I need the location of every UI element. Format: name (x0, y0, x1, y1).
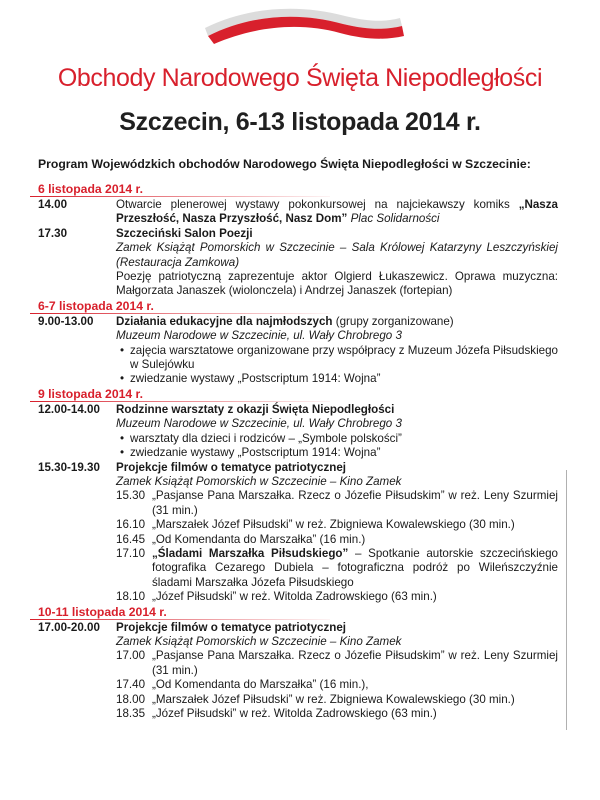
event-time: 12.00-14.00 (38, 402, 100, 416)
screening-description (152, 693, 558, 707)
day-section (0, 387, 600, 605)
program-event (0, 198, 600, 227)
program-event (0, 621, 600, 722)
event-title: Obchody Narodowego Święta Niepodległości (57, 64, 543, 92)
event-body (116, 403, 558, 461)
divider-line (566, 470, 567, 730)
event-time: 9.00-13.00 (38, 314, 94, 328)
polish-flag-ribbon (0, 0, 600, 60)
date-underline (30, 619, 330, 620)
screening-description (152, 590, 558, 604)
date-underline (30, 196, 330, 197)
day-date: 10-11 listopada 2014 r. (38, 604, 167, 619)
event-title: Projekcje filmów o tematyce patriotycznej (116, 460, 347, 474)
event-description (116, 198, 558, 227)
event-venue: Muzeum Narodowe w Szczecinie, ul. Wały Chrobrego 3 (116, 329, 402, 343)
date-underline (30, 313, 330, 314)
text-segment: Plac Solidarności (350, 212, 440, 226)
event-title: Rodzinne warsztaty z okazji Święta Niepodległości (116, 402, 395, 416)
text-segment: „Pasjanse Pana Marszałka. Rzecz o Józefie Piłsudskim” w reż. Leny Szurmiej (31 min.) (152, 489, 558, 517)
screening-time: 18.10 (116, 590, 146, 604)
event-title-line (116, 461, 558, 475)
screening-time: 15.30 (116, 489, 146, 503)
bullet-item: • warsztaty dla dzieci i rodziców – „Symbole polskości” (116, 432, 558, 446)
event-title: Szczeciński Salon Poezji (116, 226, 253, 240)
screening-time: 16.45 (116, 532, 146, 546)
screening-row (116, 590, 558, 604)
screening-description (152, 489, 558, 518)
screening-time: 17.40 (116, 678, 146, 692)
screening-row (116, 518, 558, 532)
event-venue: Zamek Książąt Pomorskich w Szczecinie – Kino Zamek (116, 474, 402, 488)
text-segment: Otwarcie plenerowej wystawy pokonkursowej na najciekawszy komiks (116, 198, 519, 211)
text-segment: – Spotkanie autorskie szczecińskiego fotografika Cezarego Dubiela – fotograficzna podróż po Wileńszczyźnie śladami Marszałka Józefa Piłsudskiego (152, 546, 558, 589)
program-event (0, 315, 600, 387)
event-title-note: (grupy zorganizowane) (332, 314, 454, 328)
text-segment: „Nasza Przeszłość, Nasza Przyszłość, Nasz Dom” (116, 198, 558, 226)
event-title-line (116, 227, 558, 241)
date-underline (30, 401, 330, 402)
screening-time: 17.00 (116, 649, 146, 663)
day-section (0, 299, 600, 387)
screening-row (116, 693, 558, 707)
event-body (116, 198, 558, 227)
program-event (0, 461, 600, 605)
text-segment: „Śladami Marszałka Piłsudskiego” (152, 546, 349, 560)
event-title-line (116, 315, 558, 329)
screening-description (152, 678, 558, 692)
screening-row (116, 649, 558, 678)
event-time: 17.30 (38, 226, 68, 240)
event-title: Działania edukacyjne dla najmłodszych (116, 314, 333, 328)
screening-row (116, 533, 558, 547)
event-body (116, 621, 558, 722)
day-header (30, 182, 350, 198)
screening-row (116, 547, 558, 590)
text-segment: „Józef Piłsudski” w reż. Witolda Zadrowskiego (63 min.) (152, 590, 437, 604)
program-event (0, 403, 600, 461)
text-segment: „Od Komendanta do Marszałka” (16 min.), (152, 678, 369, 692)
event-time: 15.30-19.30 (38, 460, 100, 474)
event-note: Poezję patriotyczną zaprezentuje aktor Olgierd Łukaszewicz. Oprawa muzyczna: Małgorzata Janaszek (wiolonczela) i Andrzej Janaszek (fortepian) (116, 270, 558, 298)
day-header (30, 299, 350, 315)
bullet-item: • zwiedzanie wystawy „Postscriptum 1914: Wojna” (116, 446, 558, 460)
bullet-item: • zajęcia warsztatowe organizowane przy współpracy z Muzeum Józefa Piłsudskiego w Sulejówku (116, 344, 558, 373)
event-venue: Zamek Książąt Pomorskich w Szczecinie – Kino Zamek (116, 634, 402, 648)
event-body (116, 227, 558, 299)
event-body (116, 315, 558, 387)
screening-time: 18.00 (116, 692, 146, 706)
screening-row (116, 707, 558, 721)
event-venue: Zamek Książąt Pomorskich w Szczecinie – Sala Królowej Katarzyny Leszczyńskiej (Restauracja Zamkowa) (116, 241, 558, 269)
event-subtitle: Szczecin, 6-13 listopada 2014 r. (119, 108, 481, 136)
bullet-item: • zwiedzanie wystawy „Postscriptum 1914: Wojna” (116, 372, 558, 386)
text-segment: „Od Komendanta do Marszałka” (16 min.) (152, 532, 366, 546)
screening-row (116, 678, 558, 692)
text-segment: „Marszałek Józef Piłsudski” w reż. Zbigniewa Kowalewskiego (30 min.) (152, 692, 515, 706)
event-time: 17.00-20.00 (38, 620, 100, 634)
text-segment: „Józef Piłsudski” w reż. Witolda Zadrowskiego (63 min.) (152, 707, 437, 720)
day-date: 9 listopada 2014 r. (38, 386, 144, 401)
program-event (0, 227, 600, 299)
event-time: 14.00 (38, 198, 68, 211)
event-body (116, 461, 558, 605)
screening-description (152, 707, 558, 721)
day-section (0, 605, 600, 722)
program-intro: Program Wojewódzkich obchodów Narodowego Święta Niepodległości w Szczecinie: (38, 157, 531, 171)
screening-description (152, 649, 558, 678)
screening-time: 16.10 (116, 518, 146, 532)
day-header (30, 605, 350, 621)
screening-time: 17.10 (116, 546, 146, 560)
event-title-line (116, 403, 558, 417)
screening-time: 18.35 (116, 707, 146, 720)
screening-description (152, 518, 558, 532)
text-segment: „Marszałek Józef Piłsudski” w reż. Zbigniewa Kowalewskiego (30 min.) (152, 518, 515, 532)
program-list (0, 182, 600, 721)
screening-row (116, 489, 558, 518)
day-date: 6 listopada 2014 r. (38, 182, 144, 196)
screening-description (152, 547, 558, 590)
day-section (0, 182, 600, 299)
event-title: Projekcje filmów o tematyce patriotycznej (116, 620, 347, 634)
event-venue: Muzeum Narodowe w Szczecinie, ul. Wały Chrobrego 3 (116, 417, 402, 431)
screening-description (152, 533, 558, 547)
text-segment: „Pasjanse Pana Marszałka. Rzecz o Józefie Piłsudskim” w reż. Leny Szurmiej (31 min.) (152, 649, 558, 677)
event-title-line (116, 621, 558, 635)
day-date: 6-7 listopada 2014 r. (38, 298, 154, 313)
day-header (30, 387, 350, 403)
